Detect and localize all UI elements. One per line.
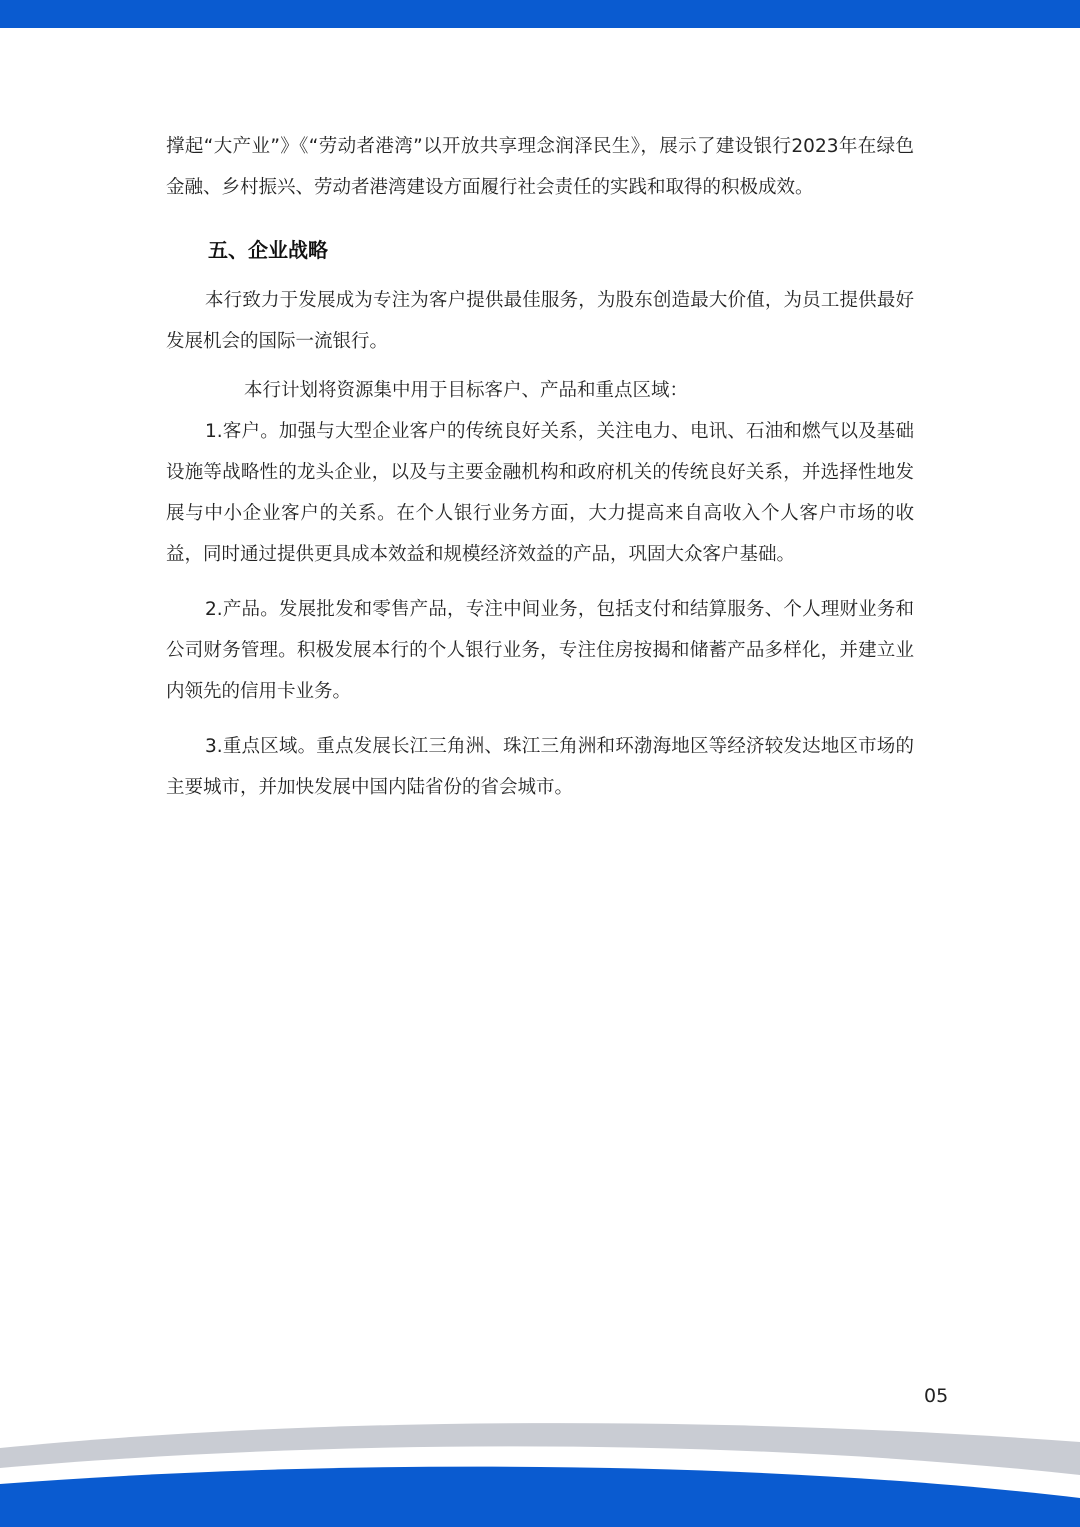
continued-paragraph: 撑起“大产业”》《“劳动者港湾”以开放共享理念润泽民生》，展示了建设银行2023年在绿色金融、乡村振兴、劳动者港湾建设方面履行社会责任的实践和取得的积极成效。: [166, 136, 914, 198]
section-heading: 五、企业战略: [208, 238, 328, 262]
page-content: [166, 126, 914, 808]
strategy-intro-paragraph: 本行致力于发展成为专注为客户提供最佳服务，为股东创造最大价值，为员工提供最好发展机会的国际一流银行。: [166, 290, 914, 352]
footer-wave-decoration: [0, 1420, 1080, 1527]
resource-intro-paragraph: 本行计划将资源集中用于目标客户、产品和重点区域：: [244, 380, 689, 401]
strategy-item-regions: 3.重点区域。重点发展长江三角洲、珠江三角洲和环渤海地区等经济较发达地区市场的主要城市，并加快发展中国内陆省份的省会城市。: [166, 736, 914, 798]
strategy-item-products: 2.产品。发展批发和零售产品，专注中间业务，包括支付和结算服务、个人理财业务和公司财务管理。积极发展本行的个人银行业务，专注住房按揭和储蓄产品多样化，并建立业内领先的信用卡业务。: [166, 599, 914, 702]
page-number: 05: [924, 1385, 949, 1407]
strategy-item-customers: 1.客户。加强与大型企业客户的传统良好关系，关注电力、电讯、石油和燃气以及基础设施等战略性的龙头企业，以及与主要金融机构和政府机关的传统良好关系，并选择性地发展与中小企业客户的关系。在个人银行业务方面，大力提高来自高收入个人客户市场的收益，同时通过提供更具成本效益和规模经济效益的产品，巩固大众客户基础。: [166, 421, 914, 565]
header-bar: [0, 0, 1080, 28]
